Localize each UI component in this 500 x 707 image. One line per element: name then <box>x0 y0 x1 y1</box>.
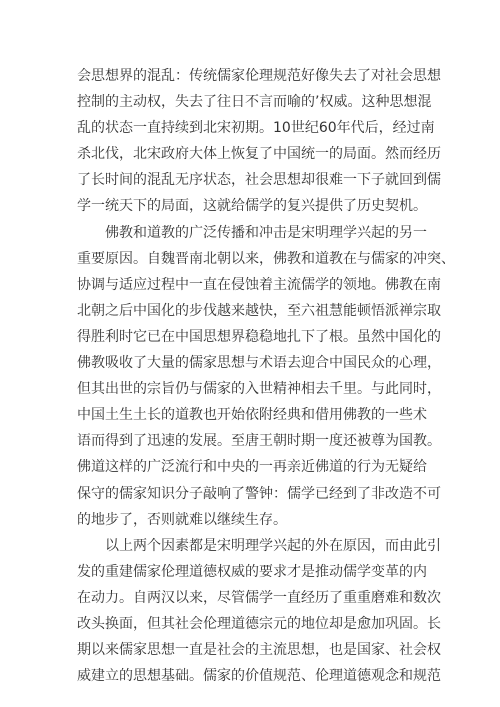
text-line: 佛教和道教的广泛传播和冲击是宋明理学兴起的另一 <box>105 224 427 241</box>
text-line: 乱的状态一直持续到北宋初期。10世纪60年代后，经过南 <box>77 120 435 137</box>
text-line: 但其出世的宗旨仍与儒家的入世精神相去千里。与此同时， <box>77 381 441 398</box>
text-line: 保守的儒家知识分子敲响了警钟：儒学已经到了非改造不可 <box>77 485 441 502</box>
text-line: 了长时间的混乱无序状态，社会思想却很难一下子就回到儒 <box>77 172 441 189</box>
text-line: 语而得到了迅速的发展。至唐王朝时期一度还被尊为国教。 <box>77 433 441 450</box>
text-line: 改头换面，但其社会伦理道德宗元的地位却是愈加巩固。长 <box>77 615 441 632</box>
text-line: 会思想界的混乱：传统儒家伦理规范好像失去了对社会思想 <box>77 68 441 84</box>
text-line: 协调与适应过程中一直在侵蚀着主流儒学的领地。佛教在南 <box>77 276 441 293</box>
text-line: 重要原因。自魏晋南北朝以来，佛教和道教在与儒家的冲突、 <box>77 250 455 267</box>
text-line: 学一统天下的局面，这就给儒学的复兴提供了历史契机。 <box>77 198 427 215</box>
text-line: 中国土生土长的道教也开始依附经典和借用佛教的一些术 <box>77 407 427 424</box>
text-line: 的地步了，否则就难以继续生存。 <box>77 511 287 528</box>
text-line: 控制的主动权，失去了往日不言而喻的’权威。这种思想混 <box>77 94 432 111</box>
text-line: 期以来儒家思想一直是社会的主流思想，也是国家、社会权 <box>77 642 441 659</box>
text-line: 以上两个因素都是宋明理学兴起的外在原因，而由此引 <box>105 537 441 554</box>
body-text <box>77 63 455 689</box>
text-line: 得胜利时它已在中国思想界稳稳地扎下了根。虽然中国化的 <box>77 328 441 345</box>
text-line: 佛道这样的广泛流行和中央的一再亲近佛道的行为无疑给 <box>77 459 427 476</box>
text-line: 佛教吸收了大量的儒家思想与术语去迎合中国民众的心理， <box>77 355 441 372</box>
text-line: 在动力。自两汉以来，尽管儒学一直经历了重重磨难和数次 <box>77 589 441 606</box>
text-line: 发的重建儒家伦理道德权威的要求才是推动儒学变革的内 <box>77 563 427 580</box>
text-line: 威建立的思想基础。儒家的价值规范、伦理道德观念和规范 <box>77 668 441 685</box>
text-line: 杀北伐，北宋政府大体上恢复了中国统一的局面。然而经历 <box>77 146 441 163</box>
text-line: 北朝之后中国化的步伐越来越快，至六祖慧能顿悟派禅宗取 <box>77 302 441 319</box>
